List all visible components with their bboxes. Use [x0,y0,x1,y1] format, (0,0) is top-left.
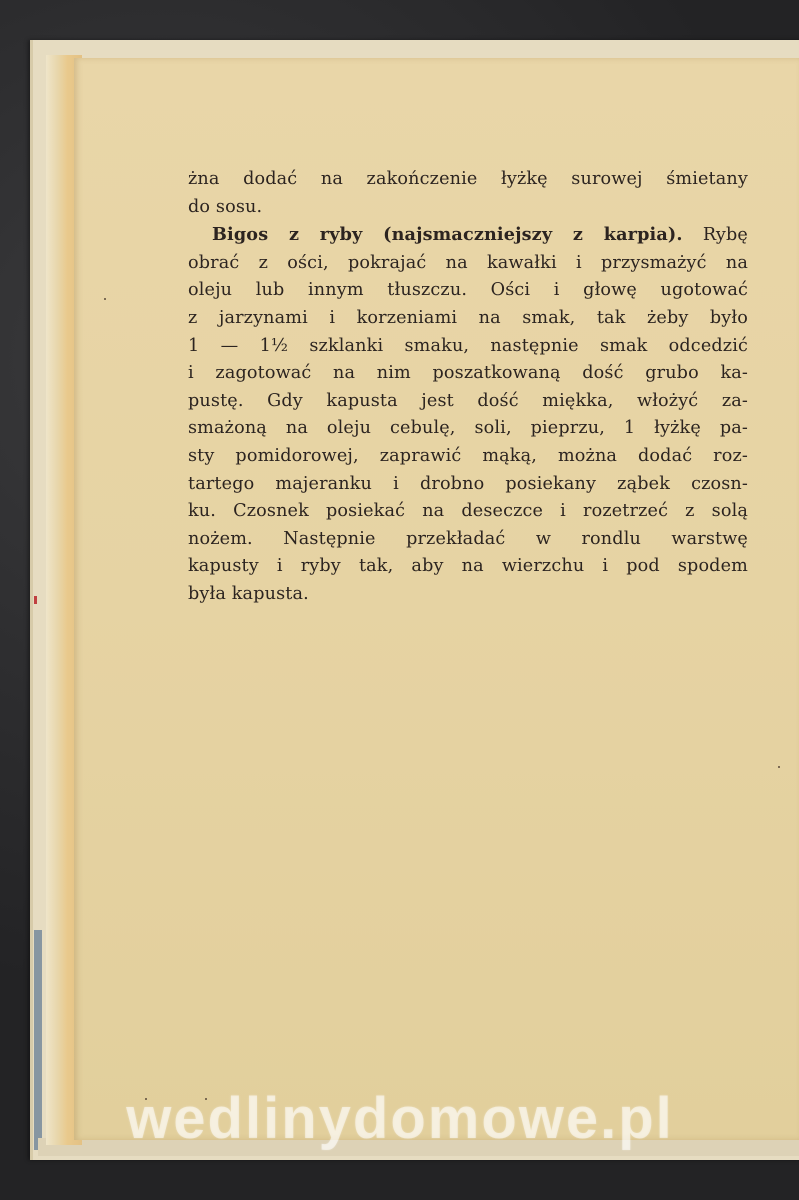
text-line: i zagotować na nim poszatkowaną dość grubo ka- [188,363,748,384]
text-line: sty pomidorowej, zaprawić mąką, można dodać roz- [188,445,748,466]
text-line: smażoną na oleju cebulę, soli, pieprzu, 1 łyżkę pa- [188,418,748,439]
text-fragment: Rybę [702,225,748,246]
recipe-title: Bigos z ryby (najsmaczniejszy z karpia). [212,224,683,246]
text-line: nożem. Następnie przekładać w rondlu warstwę [188,528,748,549]
text-line: obrać z ości, pokrajać na kawałki i przysmażyć na [188,252,748,273]
text-line: oleju lub innym tłuszczu. Ości i głowę ugotować [188,280,748,301]
cover-blue-edge [34,930,42,1150]
text-line: żna dodać na zakończenie łyżkę surowej śmietany [188,169,748,189]
watermark: wedlinydomowe.pl [126,1086,674,1151]
paper-speck [104,298,106,300]
page-text [188,166,748,609]
recipe-heading-line [188,221,748,250]
text-line: 1 — 1½ szklanki smaku, następnie smak odcedzić [188,335,748,356]
text-line: pustę. Gdy kapusta jest dość miękka, włożyć za- [188,390,748,411]
text-line: była kapusta. [188,583,309,604]
text-line: ku. Czosnek posiekać na deseczce i rozetrzeć z solą [188,501,748,522]
text-line: tartego majeranku i drobno posiekany ząbek czosn- [188,473,748,494]
text-line: kapusty i ryby tak, aby na wierzchu i pod spodem [188,556,748,577]
red-mark [34,596,37,604]
text-line: z jarzynami i korzeniami na smak, tak żeby było [188,307,748,328]
text-line: do sosu. [188,196,263,217]
paper-speck [778,766,780,768]
